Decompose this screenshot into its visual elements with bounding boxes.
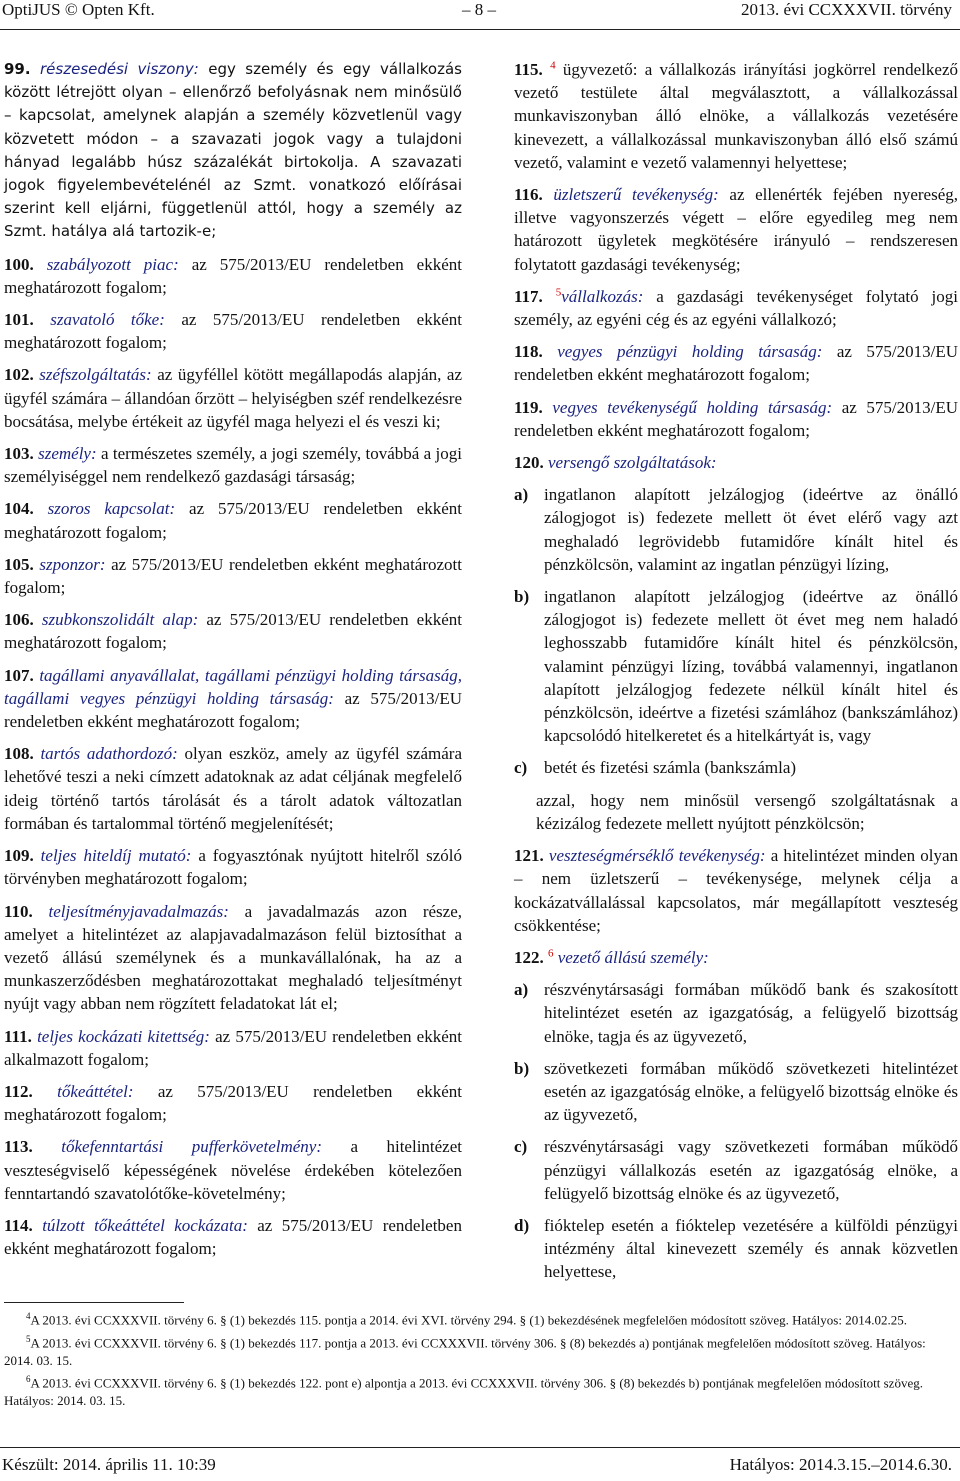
definition-entry xyxy=(4,844,462,890)
entry-text: az 575/2013/EU rendeletben ekként meghatározott fogalom; xyxy=(4,554,463,598)
footnote-text: A 2013. évi CCXXXVII. törvény 6. § (1) bekezdés 115. pontja a 2014. évi XVI. törvény 294. § (1) bekezdésének megfelelően módosított szöveg. Hatályos: 2014.02.25. xyxy=(30,1312,907,1328)
header-rule xyxy=(0,29,960,30)
entry-number: 110. xyxy=(4,901,33,921)
entry-term[interactable]: teljes hiteldíj mutató: xyxy=(40,846,192,866)
entry-term[interactable]: szabályozott piac: xyxy=(46,254,179,274)
header-publisher: OptiJUS © Opten Kft. xyxy=(2,0,155,19)
entry-text: az 575/2013/EU rendeletben ekként alkalmazott fogalom; xyxy=(4,1026,462,1069)
definition-entry xyxy=(4,1214,462,1260)
entry-term[interactable]: teljes kockázati kitettség: xyxy=(37,1026,210,1046)
definition-entry xyxy=(4,1080,462,1126)
definition-entry xyxy=(4,553,462,599)
footnote-ref-6[interactable]: 6 xyxy=(548,947,554,960)
list-item-text: részvénytársasági vagy szövetkezeti formában működő pénzügyi vállalkozás esetén az igazgatóság elnöke, a felügyelő bizottság elnöke és az ügyvezető, xyxy=(544,1137,958,1203)
entry-text: az 575/2013/EU rendeletben ekként meghatározott fogalom; xyxy=(4,610,462,653)
entry-text: az 575/2013/EU rendeletben ekként meghatározott fogalom; xyxy=(514,397,959,440)
footnote xyxy=(4,1308,956,1329)
entry-number: 114. xyxy=(4,1215,33,1235)
entry-text: a javadalmazás azon része, amelyet a hitelintézet az alapjavadalmazáson felül biztosíthat a vezető állású személynek és a munkavállalónak, ha az a munkaszerződésben meghatározottakat meghaladó teljesítményt nyújt vagy abban nem rögzített feladatokat lát el; xyxy=(4,901,463,1014)
entry-text: a hitelintézet minden olyan – nem üzletszerű – tevékenysége, melynek célja a kockázatvállalással kapcsolatos, már megállapított veszteség csökkentése; xyxy=(514,846,959,935)
entry-text: az ellenérték fejében nyereség, illetve vagyonszerzés végett – előre egyedileg meg nem határozott ügyletek megkötésére irányuló – rendszeresen folytatott gazdasági tevékenység; xyxy=(514,185,958,274)
definition-entry xyxy=(514,396,958,442)
definition-entry xyxy=(4,1135,462,1205)
entry-number: 103. xyxy=(4,444,34,464)
page-header xyxy=(0,0,960,24)
list-item-label: c) xyxy=(514,1137,528,1157)
definition-entry xyxy=(514,451,958,474)
entry-text: az 575/2013/EU rendeletben ekként meghatározott fogalom; xyxy=(4,310,462,353)
entry-number: 102. xyxy=(4,365,34,385)
header-law-title: 2013. évi CCXXXVII. törvény xyxy=(740,0,952,19)
definition-entry xyxy=(4,664,462,734)
entry-number: 99. xyxy=(4,60,31,78)
definition-entry xyxy=(4,58,462,244)
list-120 xyxy=(514,483,958,779)
list-item-text: fióktelep esetén a fióktelep vezetésére a külföldi pénzügyi intézmény által kinevezett személy és annak közvetlen helyettese, xyxy=(544,1215,958,1282)
list-item xyxy=(514,978,958,1048)
definition-entry xyxy=(4,363,462,433)
definition-entry xyxy=(4,900,462,1016)
entry-term[interactable]: személy: xyxy=(38,444,97,464)
list-item-text: betét és fizetési számla (bankszámla) xyxy=(544,758,797,778)
footnote-ref[interactable]: 5 xyxy=(555,286,562,299)
entry-text: az 575/2013/EU rendeletben ekként meghatározott fogalom; xyxy=(4,254,462,297)
definition-entry xyxy=(4,742,462,835)
footnote-text: A 2013. évi CCXXXVII. törvény 6. § (1) bekezdés 122. pont e) alpontja a 2013. évi CCXXXVII. törvény 306. § (8) bekezdés b) pontjának megfelelően módosított szöveg. Hatályos: 2014. 03. 15. xyxy=(4,1375,923,1408)
entry-text: olyan eszköz, amely az ügyfél számára lehetővé teszi a neki címzett adatoknak az adat céljának megfelelő ideig történő tartós tárolását és a tárolt adatok változatlan formában és tartalommal történő megjelenítését; xyxy=(4,744,462,833)
list-item-label: a) xyxy=(514,485,529,505)
entry-number: 119. xyxy=(514,397,543,417)
entry-term[interactable]: tagállami anyavállalat, tagállami pénzügyi holding társaság, tagállami vegyes pénzügyi holding társaság: xyxy=(4,665,462,708)
definition-entry-122 xyxy=(514,946,958,969)
entry-text: a természetes személy, a jogi személy, továbbá a jogi személyiséggel nem rendelkező gazdasági társaság; xyxy=(4,444,462,487)
entry-term[interactable]: vegyes tevékenységű holding társaság: xyxy=(552,397,833,417)
entry-text: az 575/2013/EU rendeletben ekként meghatározott fogalom; xyxy=(514,342,959,385)
definition-entry xyxy=(514,285,958,331)
definition-entry xyxy=(514,183,958,276)
entry-term[interactable]: vezető állású személy: xyxy=(557,947,709,967)
entry-term[interactable]: tőkeáttétel: xyxy=(57,1081,134,1101)
entry-term[interactable]: vegyes pénzügyi holding társaság: xyxy=(557,342,823,362)
list-item-text: ingatlanon alapított jelzálogjog (ideértve az önálló zálogjogot is) fedezete mellett öt évet meg nem haladó leghosszabb futamidőre kínált hitel és pénzkölcsön, valamint pénzügyi lízing, továbbá valamennyi, ingatlanon alapított jelzálogjog fedezete nélkül kínált hitel és pénzkölcsön, ideértve a fizetési számlához (bankszámlához) kapcsolódó hitelkeretet és a hitelkártyát is, vagy xyxy=(544,587,958,746)
list-item xyxy=(514,1214,958,1284)
entry-number: 116. xyxy=(514,185,543,205)
footnote-rule xyxy=(4,1302,184,1303)
list-item-text: szövetkezeti formában működő szövetkezeti hitelintézet esetén az igazgatóság elnöke, a felügyelő bizottság elnöke és az ügyvezető, xyxy=(544,1058,958,1125)
entry-term[interactable]: széfszolgáltatás: xyxy=(39,365,152,385)
entry-term[interactable]: vállalkozás: xyxy=(561,286,644,306)
entry-number: 105. xyxy=(4,554,34,574)
list-item-text: részvénytársasági formában működő bank és szakosított hitelintézet esetén az igazgatóság, a felügyelő bizottság elnöke, tagja és az ügyvezető, xyxy=(544,980,958,1046)
definition-entry xyxy=(4,608,462,654)
entry-number: 112. xyxy=(4,1081,33,1101)
definition-entry xyxy=(4,497,462,543)
list-item xyxy=(514,585,958,747)
entry-120-tail: azzal, hogy nem minősül versengő szolgáltatásnak a kézizálog fedezete mellett nyújtott pénzkölcsön; xyxy=(536,790,958,833)
entry-number: 113. xyxy=(4,1137,33,1157)
definition-entry xyxy=(4,442,462,488)
right-column xyxy=(514,58,958,1293)
right-entries xyxy=(514,58,958,474)
entry-number: 104. xyxy=(4,499,34,519)
list-item xyxy=(514,756,958,779)
footnote-text: A 2013. évi CCXXXVII. törvény 6. § (1) bekezdés 117. pontja a 2013. évi CCXXXVII. törvény 306. § (8) bekezdés a) pontjának megfelelően módosított szöveg. Hatályos: 2014. 03. 15. xyxy=(4,1335,926,1368)
footnote xyxy=(4,1371,956,1409)
entry-term[interactable]: szoros kapcsolat: xyxy=(47,499,176,519)
entry-number: 109. xyxy=(4,846,34,866)
footer-effective: Hatályos: 2014.3.15.–2014.6.30. xyxy=(729,1455,952,1474)
footnote-mark: 4 xyxy=(26,1311,31,1321)
entry-number: 111. xyxy=(4,1026,32,1046)
entry-text: az 575/2013/EU rendeletben ekként meghatározott fogalom; xyxy=(4,1215,462,1259)
entry-text: egy személy és egy vállalkozás között létrejött olyan – ellenőrző befolyásnak nem minősülő – kapcsolat, amelynek alapján a személy közvetlenül vagy közvetett módon – a szavazati jogok vagy a tulajdoni hányad legalább húsz százalékát birtokolja. A szavazati jogok figyelembevételénél az Szmt. vonatkozó előírásai szerint kell eljárni, függetlenül attól, hogy a személy az Szmt. hatálya alá tartozik-e; xyxy=(4,60,462,241)
entry-text: ügyvezető: a vállalkozás irányítási jogkörrel rendelkező vezető testülete által megválasztott, a vállalkozással munkaviszonyban álló elnöke, a vállalkozás vezetésére kinevezett, a vállalkozással munkaviszonyban álló első számú vezető, valamint e vezető valamennyi helyettese; xyxy=(514,60,958,172)
entry-number: 106. xyxy=(4,610,34,630)
entry-text: az 575/2013/EU rendeletben ekként meghatározott fogalom; xyxy=(4,1081,462,1125)
list-item-label: a) xyxy=(514,980,529,1000)
entry-number: 121. xyxy=(514,846,544,866)
list-item xyxy=(514,1057,958,1127)
entry-text: az 575/2013/EU rendeletben ekként meghatározott fogalom; xyxy=(4,688,462,732)
footer-created: Készült: 2014. április 11. 10:39 xyxy=(2,1455,216,1474)
entry-term[interactable]: teljesítményjavadalmazás: xyxy=(48,901,229,921)
list-item xyxy=(514,1135,958,1205)
entry-term[interactable]: szubkonszolidált alap: xyxy=(41,610,199,630)
entry-text: az 575/2013/EU rendeletben ekként meghatározott fogalom; xyxy=(4,499,462,542)
footnote-mark: 6 xyxy=(26,1374,31,1385)
entry-term[interactable]: tőkefenntartási pufferkövetelmény: xyxy=(61,1137,322,1157)
definition-entry xyxy=(514,58,958,174)
entry-number: 115. xyxy=(514,60,543,79)
footnote xyxy=(4,1331,956,1369)
definition-entry xyxy=(4,1025,462,1071)
footnotes xyxy=(4,1308,956,1409)
list-item-label: b) xyxy=(514,587,530,607)
list-item xyxy=(514,483,958,576)
list-122 xyxy=(514,978,958,1283)
list-item-label: b) xyxy=(514,1058,530,1078)
footer-rule xyxy=(0,1447,960,1448)
entry-number: 100. xyxy=(4,254,34,274)
entry-number: 118. xyxy=(514,342,543,362)
entry-text: a fogyasztónak nyújtott hitelről szóló törvényben meghatározott fogalom; xyxy=(4,846,463,889)
entry-text: az ügyféllel kötött megállapodás alapján, az ügyfél számára – állandóan őrzött – helyiségben széf rendelkezésre bocsátása, melybe értékeit az ügyfél maga helyezi el és veszi ki; xyxy=(4,365,463,431)
list-item-label: d) xyxy=(514,1215,530,1235)
entry-term[interactable]: túlzott tőkeáttétel kockázata: xyxy=(42,1215,248,1235)
entry-number: 117. xyxy=(514,286,543,306)
entry-term[interactable]: tartós adathordozó: xyxy=(40,744,178,764)
footnote-ref[interactable]: 4 xyxy=(550,59,556,72)
definition-entry xyxy=(514,340,958,386)
entry-term[interactable]: szponzor: xyxy=(39,554,106,574)
entry-term[interactable]: részesedési viszony: xyxy=(40,60,199,78)
entry-term[interactable]: veszteségmérséklő tevékenység: xyxy=(548,846,766,866)
entry-number: 107. xyxy=(4,665,34,685)
entry-term[interactable]: üzletszerű tevékenység: xyxy=(553,185,719,205)
page-number: – 8 – xyxy=(462,0,496,19)
entry-text: a hitelintézet veszteségviselő képességének növelése érdekében kötelezően fenntartandó szavatolótőke-követelmény; xyxy=(4,1137,462,1203)
footnote-mark: 5 xyxy=(26,1333,31,1344)
definition-entry-121 xyxy=(514,844,958,937)
entry-text: a gazdasági tevékenységet folytató jogi személy, az egyéni cég és az egyéni vállalkozó; xyxy=(514,286,958,330)
list-item-label: c) xyxy=(514,758,528,778)
definition-entry xyxy=(4,253,462,299)
definition-entry xyxy=(4,308,462,354)
entry-term[interactable]: versengő szolgáltatások: xyxy=(548,453,717,473)
entry-number: 101. xyxy=(4,310,34,330)
left-column xyxy=(4,58,462,1269)
list-item-text: ingatlanon alapított jelzálogjog (ideértve az önálló zálogjogot is) fedezete mellett öt évet elérő vagy azt meghaladó legrövidebb futamidőre kínált hitel és pénzkölcsön, valamint az ingatlan pénzügyi lízing, xyxy=(544,485,958,574)
entry-number: 122. xyxy=(514,947,544,967)
entry-number: 108. xyxy=(4,744,34,764)
entry-term[interactable]: szavatoló tőke: xyxy=(50,310,165,330)
entry-number: 120. xyxy=(514,453,544,473)
